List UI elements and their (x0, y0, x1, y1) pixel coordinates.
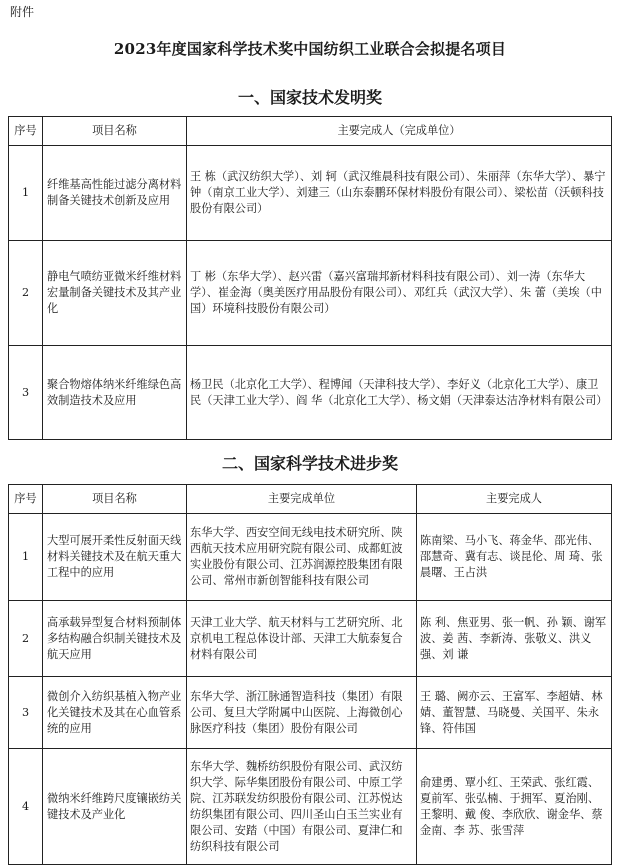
row-no: 3 (9, 346, 43, 440)
completers: 杨卫民（北京化工大学）、程博闻（天津科技大学）、李好义（北京化工大学）、康卫民（天津工业大学）、阎 华（北京化工大学）、杨文娟（天津泰达洁净材料有限公司） (187, 346, 612, 440)
completers: 王 栋（武汉纺织大学）、刘 轲（武汉维晨科技有限公司）、朱丽萍（东华大学）、暴宁钟（南京工业大学）、刘建三（山东泰鹏环保材料股份有限公司）、梁松苗（沃顿科技股份有限公司） (187, 146, 612, 241)
completers: 王 璐、阙亦云、王富军、李超婧、林 婧、董智慧、马晓曼、关国平、朱永锋、符伟国 (417, 677, 612, 749)
project-name: 微创介入纺织基植入物产业化关键技术及其在心血管系统的应用 (43, 677, 187, 749)
table-row (9, 241, 612, 346)
row-no: 2 (9, 241, 43, 346)
completing-units: 东华大学、浙江脉通智造科技（集团）有限公司、复旦大学附属中山医院、上海微创心脉医疗科技（集团）股份有限公司 (187, 677, 417, 749)
header-people: 主要完成人 (417, 485, 612, 514)
project-name: 微纳米纤维跨尺度镶嵌纺关键技术及产业化 (43, 749, 187, 865)
project-name: 大型可展开柔性反射面天线材料关键技术及在航天重大工程中的应用 (43, 514, 187, 601)
annex-label: 附件 (10, 5, 35, 19)
completers: 丁 彬（东华大学）、赵兴雷（嘉兴富瑞邦新材料科技有限公司）、刘一涛（东华大学）、崔金海（奥美医疗用品股份有限公司）、邓红兵（武汉大学）、朱 蕾（美埃（中国）环境科技股份有限公司） (187, 241, 612, 346)
completers: 陈 利、焦亚男、张一帆、孙 颖、谢军波、姜 茜、李新涛、张敬义、洪义强、刘 谦 (417, 601, 612, 677)
table-row (9, 346, 612, 440)
section-2-title: 二、国家科学技术进步奖 (221, 454, 398, 473)
completing-units: 天津工业大学、航天材料与工艺研究所、北京机电工程总体设计部、天津工大航泰复合材料有限公司 (187, 601, 417, 677)
table-header-row (9, 485, 612, 514)
section-1-title: 一、国家技术发明奖 (237, 88, 382, 107)
project-name: 聚合物熔体纳米纤维绿色高效制造技术及应用 (43, 346, 187, 440)
header-project: 项目名称 (43, 117, 187, 146)
completing-units: 东华大学、魏桥纺织股份有限公司、武汉纺织大学、际华集团股份有限公司、中原工学院、江苏联发纺织股份有限公司、江苏悦达纺织集团有限公司、四川圣山白玉兰实业有限公司、安踏（中国）有限公司、夏津仁和纺织科技有限公司 (187, 749, 417, 865)
progress-award-table (8, 484, 612, 865)
document-title: 2023年度国家科学技术奖中国纺织工业联合会拟提名项目 (113, 40, 507, 58)
project-name: 静电气喷纺亚微米纤维材料宏量制备关键技术及其产业化 (43, 241, 187, 346)
row-no: 1 (9, 514, 43, 601)
header-no: 序号 (9, 485, 43, 514)
row-no: 2 (9, 601, 43, 677)
table-row (9, 677, 612, 749)
row-no: 3 (9, 677, 43, 749)
table-row (9, 601, 612, 677)
table-header-row (9, 117, 612, 146)
invention-award-table (8, 116, 612, 440)
table-row (9, 749, 612, 865)
header-no: 序号 (9, 117, 43, 146)
project-name: 纤维基高性能过滤分离材料制备关键技术创新及应用 (43, 146, 187, 241)
header-project: 项目名称 (43, 485, 187, 514)
row-no: 1 (9, 146, 43, 241)
row-no: 4 (9, 749, 43, 865)
completing-units: 东华大学、西安空间无线电技术研究所、陕西航天技术应用研究院有限公司、成都虹波实业股份有限公司、江苏润源控股集团有限公司、常州市新创智能科技有限公司 (187, 514, 417, 601)
header-units: 主要完成单位 (187, 485, 417, 514)
table-row (9, 514, 612, 601)
table-row (9, 146, 612, 241)
completers: 俞建勇、覃小红、王荣武、张红霞、夏前军、张弘楠、于拥军、夏治刚、王黎明、戴 俊、李欣欣、谢金华、蔡金南、李 苏、张雪萍 (417, 749, 612, 865)
header-people: 主要完成人（完成单位） (187, 117, 612, 146)
completers: 陈南梁、马小飞、蒋金华、邵光伟、邵慧奇、冀有志、谈昆伦、周 琦、张晨曙、王占洪 (417, 514, 612, 601)
project-name: 高承载异型复合材料预制体多结构融合织制关键技术及航天应用 (43, 601, 187, 677)
